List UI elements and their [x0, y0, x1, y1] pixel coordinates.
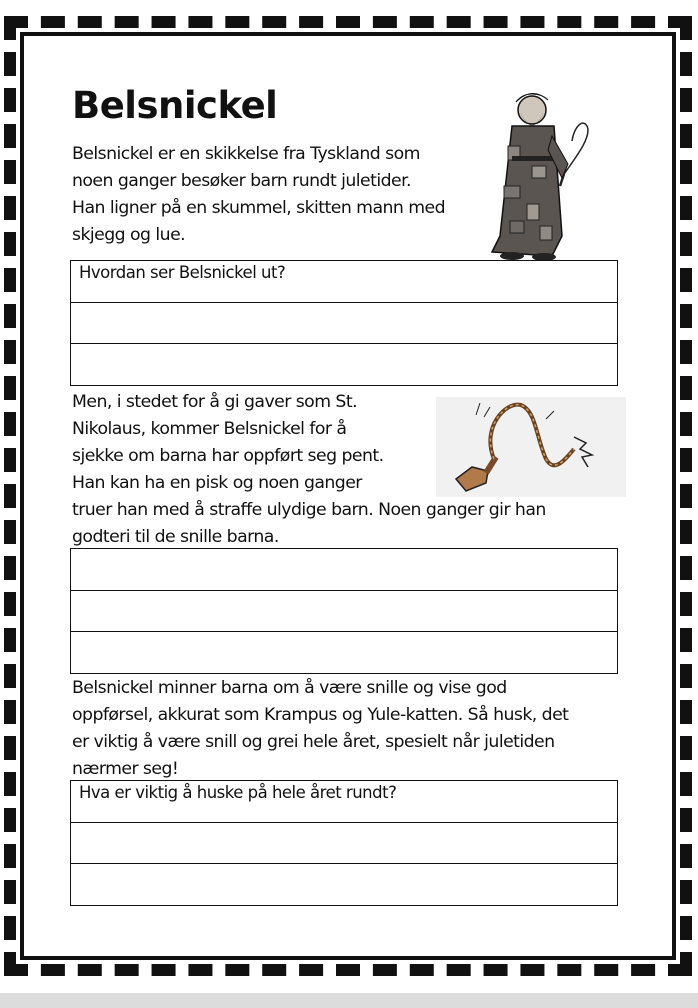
whip-line: Men, i stedet for å gi gaver som St.	[72, 392, 358, 412]
answer-box-2	[70, 548, 618, 674]
answer-line[interactable]	[71, 591, 617, 633]
whip-line: sjekke om barna har oppført seg pent.	[72, 446, 384, 466]
belsnickel-illustration	[482, 86, 592, 262]
intro-line: Belsnickel er en skikkelse fra Tyskland som	[72, 144, 420, 164]
answer-box-3	[70, 780, 618, 906]
intro-paragraph	[72, 141, 445, 249]
answer-line[interactable]	[71, 549, 617, 591]
whip-line: Nikolaus, kommer Belsnickel for å	[72, 419, 347, 439]
whip-line: godteri til de snille barna.	[72, 527, 279, 547]
whip-line: truer han med å straffe ulydige barn. Noen ganger gir han	[72, 500, 546, 520]
closing-line: oppførsel, akkurat som Krampus og Yule-katten. Så husk, det	[72, 705, 569, 725]
whip-line: Han kan ha en pisk og noen ganger	[72, 473, 362, 493]
answer-line[interactable]	[71, 823, 617, 865]
answer-line[interactable]	[71, 864, 617, 906]
question-row[interactable]	[71, 261, 617, 303]
closing-line: er viktig å være snill og grei hele året, spesielt når juletiden	[72, 732, 555, 752]
intro-line: noen ganger besøker barn rundt juletider.	[72, 171, 411, 191]
closing-paragraph	[72, 675, 568, 783]
question-row[interactable]	[71, 781, 617, 823]
closing-line: Belsnickel minner barna om å være snille og vise god	[72, 678, 507, 698]
closing-line: nærmer seg!	[72, 759, 179, 779]
answer-line[interactable]	[71, 632, 617, 674]
page-title: Belsnickel	[72, 84, 278, 127]
intro-line: Han ligner på en skummel, skitten mann med	[72, 198, 446, 218]
answer-line[interactable]	[71, 303, 617, 345]
intro-line: skjegg og lue.	[72, 225, 186, 245]
question-text: Hvordan ser Belsnickel ut?	[79, 263, 286, 282]
viewer-footer-bar	[0, 993, 698, 1008]
whip-illustration	[436, 397, 626, 497]
question-text: Hva er viktig å huske på hele året rundt?	[79, 783, 397, 802]
answer-box-1	[70, 260, 618, 386]
answer-line[interactable]	[71, 344, 617, 386]
